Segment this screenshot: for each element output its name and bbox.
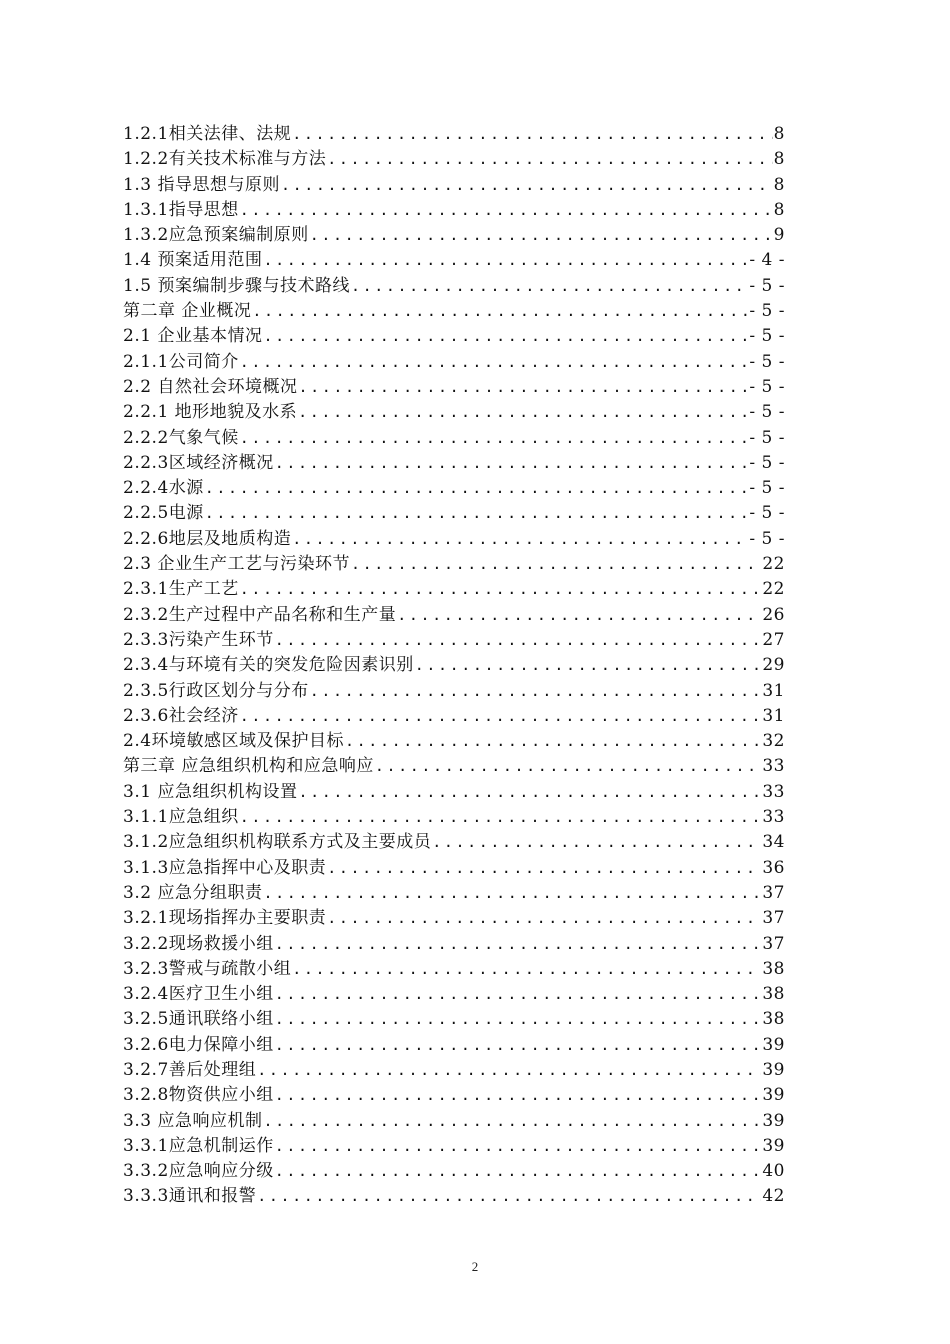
toc-entry-title: 2.4环境敏感区域及保护目标: [123, 731, 345, 752]
toc-entry[interactable]: [123, 451, 785, 476]
toc-dot-leader: [415, 653, 762, 678]
toc-entry-page: 38: [762, 1009, 785, 1030]
toc-entry-title: 3.2.2现场救援小组: [123, 933, 274, 954]
toc-dot-leader: [275, 1159, 762, 1184]
toc-dot-leader: [252, 299, 748, 324]
toc-entry[interactable]: [123, 274, 785, 299]
toc-entry-title: 3.2.8物资供应小组: [123, 1085, 274, 1106]
toc-entry-page: 22: [762, 579, 785, 600]
toc-dot-leader: [240, 198, 773, 223]
toc-entry-page: 26: [762, 604, 785, 625]
toc-entry-page: - 4 -: [749, 250, 785, 271]
toc-entry-title: 3.2 应急分组职责: [123, 882, 263, 903]
toc-dot-leader: [292, 527, 748, 552]
toc-entry-page: - 5 -: [749, 402, 785, 423]
toc-dot-leader: [327, 147, 772, 172]
toc-entry[interactable]: [123, 957, 785, 982]
toc-entry-page: 42: [762, 1186, 785, 1207]
toc-dot-leader: [240, 426, 749, 451]
toc-entry-page: 8: [773, 124, 785, 144]
toc-dot-leader: [205, 476, 749, 501]
toc-entry-title: 2.2.5电源: [123, 503, 204, 524]
toc-entry[interactable]: [123, 679, 785, 704]
page-number: 2: [471, 1259, 479, 1274]
toc-entry-page: 8: [773, 149, 785, 170]
toc-entry-title: 2.2.1 地形地貌及水系: [123, 402, 298, 423]
toc-entry-title: 2.3.1生产工艺: [123, 579, 239, 600]
toc-dot-leader: [275, 628, 762, 653]
toc-entry-title: 3.2.6电力保障小组: [123, 1034, 274, 1055]
toc-entry[interactable]: [123, 173, 785, 198]
toc-entry[interactable]: [123, 552, 785, 577]
toc-dot-leader: [275, 451, 749, 476]
toc-dot-leader: [240, 704, 762, 729]
toc-entry-page: 8: [773, 199, 785, 220]
toc-entry-title: 2.3.6社会经济: [123, 705, 239, 726]
toc-dot-leader: [281, 173, 773, 198]
toc-dot-leader: [351, 274, 748, 299]
toc-entry-page: 37: [762, 908, 785, 929]
toc-dot-leader: [275, 1134, 762, 1159]
toc-dot-leader: [275, 1083, 762, 1108]
toc-entry[interactable]: [123, 1083, 785, 1108]
toc-entry[interactable]: [123, 1134, 785, 1159]
toc-entry-title: 3.2.1现场指挥办主要职责: [123, 908, 327, 929]
toc-entry-page: 32: [762, 731, 785, 752]
toc-entry[interactable]: [123, 501, 785, 526]
toc-dot-leader: [292, 122, 772, 147]
toc-entry[interactable]: [123, 1007, 785, 1032]
toc-entry-page: 36: [762, 857, 785, 878]
toc-entry[interactable]: [123, 248, 785, 273]
toc-entry-page: 27: [762, 629, 785, 650]
toc-dot-leader: [205, 501, 749, 526]
toc-entry-page: 38: [762, 984, 785, 1005]
toc-entry-page: 9: [773, 225, 785, 246]
toc-entry[interactable]: [123, 476, 785, 501]
toc-entry-page: 39: [762, 1085, 785, 1106]
toc-entry-page: - 5 -: [749, 275, 785, 296]
toc-entry-page: 8: [773, 174, 785, 195]
toc-entry-page: 33: [762, 756, 785, 777]
toc-entry[interactable]: [123, 577, 785, 602]
toc-entry-page: 39: [762, 1059, 785, 1080]
toc-entry-title: 2.2.3区域经济概况: [123, 452, 274, 473]
toc-dot-leader: [263, 248, 748, 273]
toc-dot-leader: [310, 223, 773, 248]
toc-entry-title: 3.1.3应急指挥中心及职责: [123, 857, 327, 878]
toc-entry-page: - 5 -: [749, 503, 785, 524]
toc-entry-title: 3.1.2应急组织机构联系方式及主要成员: [123, 832, 432, 853]
toc-dot-leader: [275, 1033, 762, 1058]
toc-entry-page: 37: [762, 882, 785, 903]
toc-entry[interactable]: [123, 527, 785, 552]
toc-dot-leader: [298, 375, 748, 400]
toc-dot-leader: [327, 856, 761, 881]
toc-dot-leader: [275, 932, 762, 957]
toc-dot-leader: [240, 577, 762, 602]
toc-entry[interactable]: [123, 1058, 785, 1083]
toc-entry-title: 1.4 预案适用范围: [123, 250, 263, 271]
toc-entry-title: 2.1.1公司简介: [123, 351, 239, 372]
toc-entry-page: - 5 -: [749, 427, 785, 448]
toc-entry[interactable]: [123, 299, 785, 324]
toc-entry-page: 34: [762, 832, 785, 853]
toc-entry-title: 3.3.3通讯和报警: [123, 1186, 257, 1207]
toc-dot-leader: [240, 805, 762, 830]
toc-dot-leader: [275, 1007, 762, 1032]
toc-entry-page: 40: [762, 1161, 785, 1182]
toc-entry-title: 3.2.3警戒与疏散小组: [123, 958, 292, 979]
toc-dot-leader: [432, 830, 761, 855]
table-of-contents: [123, 122, 785, 1210]
toc-entry-title: 2.2.2气象气候: [123, 427, 239, 448]
toc-entry[interactable]: [123, 375, 785, 400]
toc-dot-leader: [351, 552, 761, 577]
toc-entry-title: 3.2.4医疗卫生小组: [123, 984, 274, 1005]
toc-entry[interactable]: [123, 147, 785, 172]
toc-entry[interactable]: [123, 881, 785, 906]
toc-entry[interactable]: [123, 223, 785, 248]
toc-entry-title: 3.3.2应急响应分级: [123, 1161, 274, 1182]
toc-entry-page: - 5 -: [749, 452, 785, 473]
toc-dot-leader: [263, 324, 748, 349]
toc-dot-leader: [298, 400, 748, 425]
toc-entry[interactable]: [123, 932, 785, 957]
toc-entry-title: 第三章 应急组织机构和应急响应: [123, 756, 374, 777]
toc-entry-title: 3.1.1应急组织: [123, 807, 239, 828]
toc-entry-title: 1.5 预案编制步骤与技术路线: [123, 275, 350, 296]
toc-entry[interactable]: [123, 400, 785, 425]
toc-dot-leader: [263, 881, 761, 906]
toc-dot-leader: [327, 906, 761, 931]
toc-entry-title: 1.3.2应急预案编制原则: [123, 225, 309, 246]
toc-entry-page: 31: [762, 705, 785, 726]
toc-entry[interactable]: [123, 628, 785, 653]
toc-entry-title: 3.3.1应急机制运作: [123, 1135, 274, 1156]
toc-entry[interactable]: [123, 1184, 785, 1209]
toc-entry-page: 38: [762, 958, 785, 979]
toc-dot-leader: [240, 350, 749, 375]
toc-entry-title: 2.3.3污染产生环节: [123, 629, 274, 650]
toc-entry-title: 1.2.1相关法律、法规: [123, 124, 292, 144]
toc-entry-page: 22: [762, 554, 785, 575]
toc-entry-page: 37: [762, 933, 785, 954]
toc-entry-title: 2.2.6地层及地质构造: [123, 528, 292, 549]
toc-dot-leader: [397, 603, 761, 628]
toc-entry-title: 3.1 应急组织机构设置: [123, 781, 298, 802]
toc-dot-leader: [257, 1058, 761, 1083]
toc-dot-leader: [275, 982, 762, 1007]
toc-entry[interactable]: [123, 906, 785, 931]
toc-dot-leader: [310, 679, 762, 704]
toc-entry-title: 3.2.7善后处理组: [123, 1059, 257, 1080]
toc-entry-title: 2.3.5行政区划分与分布: [123, 680, 309, 701]
toc-entry[interactable]: [123, 324, 785, 349]
toc-entry-page: 31: [762, 680, 785, 701]
toc-entry[interactable]: [123, 1159, 785, 1184]
toc-entry-title: 1.3.1指导思想: [123, 199, 239, 220]
toc-entry[interactable]: [123, 1033, 785, 1058]
toc-entry-page: - 5 -: [749, 351, 785, 372]
toc-dot-leader: [345, 729, 761, 754]
toc-entry-title: 2.2.4水源: [123, 478, 204, 499]
toc-dot-leader: [298, 780, 761, 805]
toc-entry-page: - 5 -: [749, 301, 785, 322]
toc-entry[interactable]: [123, 1109, 785, 1134]
toc-entry-title: 3.2.5通讯联络小组: [123, 1009, 274, 1030]
toc-entry[interactable]: [123, 982, 785, 1007]
toc-entry-page: 39: [762, 1034, 785, 1055]
toc-dot-leader: [375, 754, 761, 779]
toc-entry-page: 33: [762, 807, 785, 828]
toc-entry-page: 33: [762, 781, 785, 802]
toc-dot-leader: [292, 957, 761, 982]
toc-entry-title: 1.2.2有关技术标准与方法: [123, 149, 327, 170]
toc-entry[interactable]: [123, 729, 785, 754]
toc-dot-leader: [257, 1184, 761, 1209]
toc-dot-leader: [263, 1109, 761, 1134]
toc-entry-title: 1.3 指导思想与原则: [123, 174, 280, 195]
toc-entry-page: - 5 -: [749, 376, 785, 397]
toc-entry-title: 2.3 企业生产工艺与污染环节: [123, 554, 350, 575]
toc-entry-title: 3.3 应急响应机制: [123, 1110, 263, 1131]
toc-entry[interactable]: [123, 653, 785, 678]
toc-entry[interactable]: [123, 754, 785, 779]
toc-entry[interactable]: [123, 780, 785, 805]
toc-entry[interactable]: [123, 830, 785, 855]
toc-entry[interactable]: [123, 603, 785, 628]
toc-entry-title: 第二章 企业概况: [123, 301, 252, 322]
toc-entry-page: 39: [762, 1135, 785, 1156]
toc-entry-title: 2.2 自然社会环境概况: [123, 376, 298, 397]
toc-entry-page: 29: [762, 655, 785, 676]
toc-entry[interactable]: [123, 198, 785, 223]
toc-entry[interactable]: [123, 704, 785, 729]
toc-entry[interactable]: [123, 805, 785, 830]
toc-entry-title: 2.3.4与环境有关的突发危险因素识别: [123, 655, 414, 676]
toc-entry[interactable]: [123, 856, 785, 881]
toc-entry-title: 2.1 企业基本情况: [123, 326, 263, 347]
toc-entry-page: - 5 -: [749, 326, 785, 347]
toc-entry[interactable]: [123, 350, 785, 375]
toc-entry-page: - 5 -: [749, 528, 785, 549]
toc-entry[interactable]: [123, 426, 785, 451]
toc-entry-title: 2.3.2生产过程中产品名称和生产量: [123, 604, 397, 625]
toc-entry[interactable]: [123, 122, 785, 147]
toc-entry-page: 39: [762, 1110, 785, 1131]
toc-entry-page: - 5 -: [749, 478, 785, 499]
